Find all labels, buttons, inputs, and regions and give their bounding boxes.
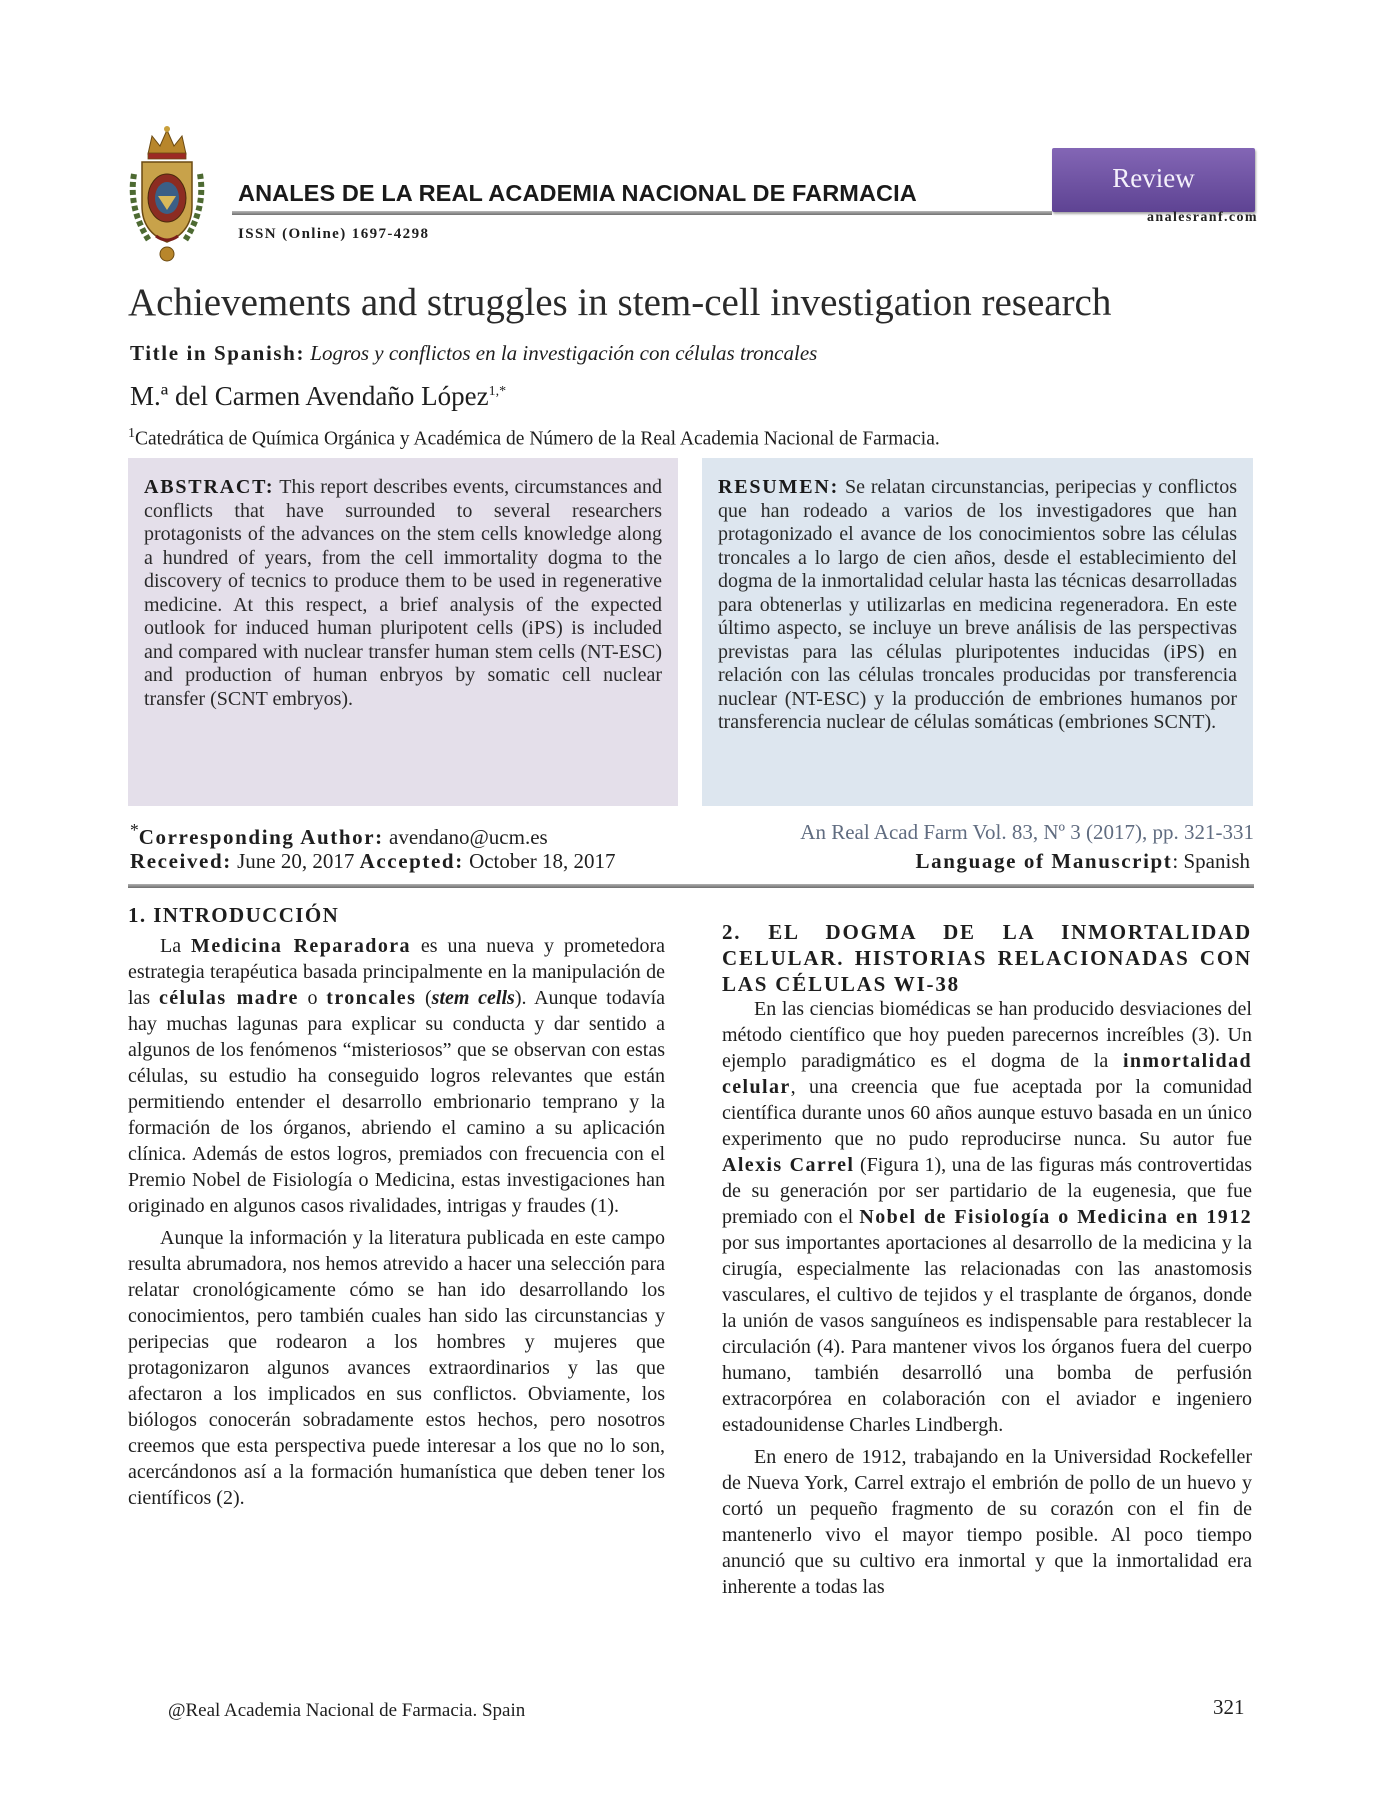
abstract-label: ABSTRACT: (144, 476, 275, 498)
author-name: M.ª del Carmen Avendaño López (130, 381, 489, 411)
column-right (722, 996, 1252, 1606)
affiliation-superscript: 1 (128, 426, 135, 441)
received-label: Received: (130, 849, 232, 873)
journal-website: analesranf.com (1147, 210, 1258, 225)
corr-asterisk: * (130, 820, 139, 840)
page-number: 321 (1213, 1695, 1245, 1719)
academy-crest-logo (126, 124, 208, 264)
column-left (128, 933, 665, 1517)
article-title: Achievements and struggles in stem-cell investigation research (128, 281, 1112, 324)
language-label: Language of Manuscript (915, 849, 1173, 873)
spanish-title-text: Logros y conflictos en la investigación con células troncales (310, 341, 818, 365)
affiliation (128, 426, 940, 451)
spanish-title-label: Title in Spanish: (130, 341, 306, 365)
section-1-paragraph-2: Aunque la información y la literatura publicada en este campo resulta abrumadora, nos hemos atrevido a hacer una selección para relatar cronológicamente cómo se han ido desarrollando los conocimientos, pero también cuales han sido las circunstancias y peripecias que rodearon a los hombres y mujeres que protagonizaron algunos avances extraordinarios y las que afectaron a los implicados en sus conflictos. Obviamente, los biólogos conocerán sobradamente estos hechos, pero nosotros creemos que esta perspectiva puede interesar a los que no lo son, acercándonos así a la formación humanística que deben tener los científicos (2). (128, 1227, 665, 1509)
section-2-paragraph-2: En enero de 1912, trabajando en la Universidad Rockefeller de Nueva York, Carrel extrajo el embrión de pollo de un huevo y cortó un pequeño fragmento de su corazón con el fin de mantenerlo vivo el mayor tiempo posible. Al poco tiempo anunció que su cultivo era inmortal y que la inmortalidad era inherente a todas las (722, 1446, 1252, 1598)
author (130, 381, 506, 412)
meta-rule (128, 884, 1254, 888)
received-accepted (130, 849, 615, 874)
accepted-label: Accepted: (359, 849, 464, 873)
section-1-heading: 1. INTRODUCCIÓN (128, 903, 340, 927)
section-2-paragraph-1: En las ciencias biomédicas se han producido desviaciones del método científico que hoy pueden parecernos increíbles (3). Un ejemplo paradigmático es el dogma de la inmortalidad celular, una creencia que fue aceptada por la comunidad científica durante unos 60 años aunque estuvo basada en un único experimento que no pudo reproducirse nunca. Su autor fue Alexis Carrel (Figura 1), una de las figuras más controvertidas de su generación por ser partidario de la eugenesia, que fue premiado con el Nobel de Fisiología o Medicina en 1912 por sus importantes aportaciones al desarrollo de la medicina y la cirugía, especialmente las relacionadas con las anastomosis vasculares, el cultivo de tejidos y el trasplante de órganos, donde la unión de vasos sanguíneos es indispensable para restablecer la circulación (4). Para mantener vivos los órganos fuera del cuerpo humano, también desarrolló una bomba de perfusión extracorpórea en colaboración con el aviador e ingeniero estadounidense Charles Lindbergh. (722, 998, 1253, 1436)
review-badge: Review (1052, 148, 1255, 212)
section-2-heading: 2. EL DOGMA DE LA INMORTALIDAD CELULAR. HISTORIAS RELACIONADAS CON LAS CÉLULAS WI-38 (722, 920, 1252, 996)
citation: An Real Acad Farm Vol. 83, Nº 3 (2017), pp. 321-331 (800, 820, 1254, 844)
journal-name: ANALES DE LA REAL ACADEMIA NACIONAL DE FARMACIA (238, 180, 917, 206)
header-rule (232, 211, 1052, 215)
section-1-paragraph-1: La Medicina Reparadora es una nueva y prometedora estrategia terapéutica basada principalmente en la manipulación de las células madre o troncales (stem cells). Aunque todavía hay muchas lagunas para explicar su conducta y dar sentido a algunos de los fenómenos “misteriosos” que se observan con estas células, su estudio ha conseguido logros relevantes que están permitiendo entender el desarrollo embrionario temprano y la formación de los órganos, abriendo el camino a su aplicación clínica. Además de estos logros, premiados con frecuencia con el Premio Nobel de Fisiología o Medicina, estas investigaciones han originado en algunos casos rivalidades, intrigas y fraudes (1). (128, 935, 665, 1217)
accepted-date: October 18, 2017 (469, 849, 616, 873)
resumen-box (702, 458, 1253, 806)
corr-label: Corresponding Author: (138, 825, 384, 849)
spanish-title (130, 341, 817, 366)
footer-copyright: @Real Academia Nacional de Farmacia. Spain (168, 1700, 526, 1721)
abstract-box (128, 458, 678, 806)
language-value: : Spanish (1172, 849, 1250, 873)
resumen-text: Se relatan circunstancias, peripecias y conflictos que han rodeado a varios de los investigadores que han protagonizado el avance de los conocimientos sobre las células troncales a lo largo de cien años, desde el establecimiento del dogma de la inmortalidad celular hasta las técnicas desarrolladas para obtenerlas y utilizarlas en medicina regeneradora. En este último aspecto, se incluye un breve análisis de las perspectivas previstas para las células pluripotentes inducidas (iPS) en relación con las células troncales producidas por transferencia nuclear (NT-ESC) y la producción de embriones humanos por transferencia nuclear de células somáticas (embriones SCNT). (718, 476, 1237, 733)
manuscript-language (916, 849, 1250, 874)
corresponding-author (130, 820, 548, 850)
affiliation-text: Catedrática de Química Orgánica y Académica de Número de la Real Academia Nacional de Farmacia. (135, 428, 940, 450)
issn: ISSN (Online) 1697-4298 (238, 226, 430, 242)
abstract-text: This report describes events, circumstances and conflicts that have surrounded to several researchers protagonists of the advances on the stem cells knowledge along a hundred of years, from the cell immortality dogma to the discovery of tecnics to produce them to be used in regenerative medicine. At this respect, a brief analysis of the expected outlook for induced human pluripotent cells (iPS) is included and compared with nuclear transfer human stem cells (NT-ESC) and production of human enbryos by somatic cell nuclear transfer (SCNT embryos). (144, 476, 663, 710)
author-superscript: 1,* (488, 384, 507, 399)
received-date: June 20, 2017 (237, 849, 355, 873)
resumen-label: RESUMEN: (718, 476, 840, 498)
corr-email: avendano@ucm.es (389, 825, 548, 849)
